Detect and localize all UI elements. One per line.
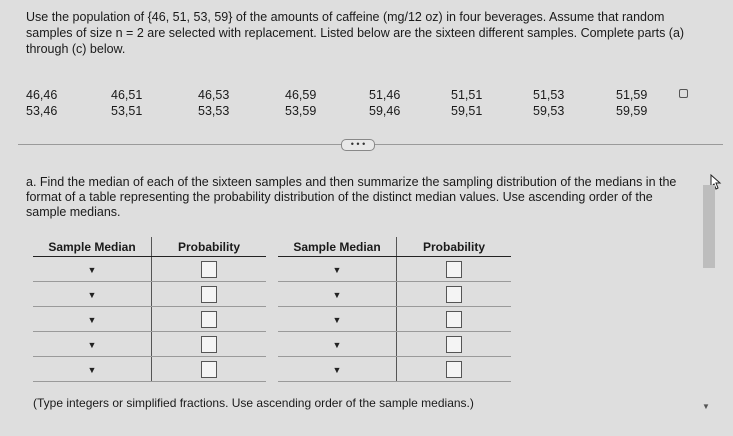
- answer-instructions: (Type integers or simplified fractions. Use ascending order of the sample medians.): [33, 396, 474, 410]
- median-probability-table-left: [33, 237, 266, 382]
- table-row: [33, 307, 266, 332]
- chevron-down-icon: ▼: [332, 315, 342, 325]
- probability-input[interactable]: [446, 336, 462, 353]
- sample-item: 51,51: [451, 88, 483, 102]
- probability-input[interactable]: [446, 261, 462, 278]
- probability-input[interactable]: [201, 311, 217, 328]
- table-row: [33, 257, 266, 282]
- chevron-down-icon: ▼: [87, 265, 97, 275]
- median-dropdown[interactable]: [33, 357, 152, 382]
- header-sample-median: Sample Median: [33, 237, 152, 257]
- sample-item: 59,46: [369, 104, 401, 118]
- probability-input[interactable]: [201, 261, 217, 278]
- sample-item: 53,53: [198, 104, 230, 118]
- median-probability-table-right: [278, 237, 511, 382]
- header-probability: Probability: [397, 237, 512, 257]
- table-row: [278, 307, 511, 332]
- median-dropdown[interactable]: [33, 332, 152, 357]
- probability-input[interactable]: [201, 336, 217, 353]
- chevron-down-icon: ▼: [87, 365, 97, 375]
- median-dropdown[interactable]: [33, 257, 152, 282]
- median-dropdown[interactable]: [278, 357, 397, 382]
- chevron-down-icon: ▼: [87, 290, 97, 300]
- sample-item: 46,53: [198, 88, 230, 102]
- sample-item: 51,46: [369, 88, 401, 102]
- table-row: [278, 282, 511, 307]
- sample-item: 53,51: [111, 104, 143, 118]
- sample-item: 53,46: [26, 104, 58, 118]
- copy-data-icon[interactable]: [679, 89, 688, 98]
- sample-item: 46,46: [26, 88, 58, 102]
- median-dropdown[interactable]: [278, 307, 397, 332]
- probability-input[interactable]: [446, 311, 462, 328]
- probability-input[interactable]: [201, 286, 217, 303]
- scrollbar[interactable]: [703, 185, 715, 268]
- header-probability: Probability: [152, 237, 267, 257]
- scroll-down-icon[interactable]: ▼: [702, 402, 710, 411]
- chevron-down-icon: ▼: [332, 290, 342, 300]
- sample-item: 46,59: [285, 88, 317, 102]
- sample-item: 59,53: [533, 104, 565, 118]
- header-sample-median: Sample Median: [278, 237, 397, 257]
- chevron-down-icon: ▼: [87, 315, 97, 325]
- expand-ellipsis-button[interactable]: • • •: [341, 139, 375, 151]
- table-row: [33, 332, 266, 357]
- chevron-down-icon: ▼: [87, 340, 97, 350]
- chevron-down-icon: ▼: [332, 365, 342, 375]
- table-row: [33, 357, 266, 382]
- median-dropdown[interactable]: [278, 332, 397, 357]
- sample-item: 51,53: [533, 88, 565, 102]
- median-dropdown[interactable]: [33, 282, 152, 307]
- probability-input[interactable]: [446, 361, 462, 378]
- median-dropdown[interactable]: [278, 257, 397, 282]
- problem-statement: Use the population of {46, 51, 53, 59} of the amounts of caffeine (mg/12 oz) in four beverages. Assume that random samples of size n = 2 are selected with replacement. Listed below are the sixteen different samples. Complete parts (a) through (c) below.: [26, 10, 685, 56]
- sample-item: 59,51: [451, 104, 483, 118]
- table-row: [278, 332, 511, 357]
- table-row: [278, 357, 511, 382]
- probability-input[interactable]: [446, 286, 462, 303]
- sample-item: 53,59: [285, 104, 317, 118]
- chevron-down-icon: ▼: [332, 265, 342, 275]
- chevron-down-icon: ▼: [332, 340, 342, 350]
- probability-input[interactable]: [201, 361, 217, 378]
- table-row: [278, 257, 511, 282]
- sample-item: 59,59: [616, 104, 648, 118]
- sample-item: 46,51: [111, 88, 143, 102]
- sample-item: 51,59: [616, 88, 648, 102]
- median-dropdown[interactable]: [33, 307, 152, 332]
- question-part-a: a. Find the median of each of the sixteen samples and then summarize the sampling distribution of the medians in the format of a table representing the probability distribution of the distinct median values. Use ascending order of the sample medians.: [26, 175, 677, 219]
- median-dropdown[interactable]: [278, 282, 397, 307]
- table-row: [33, 282, 266, 307]
